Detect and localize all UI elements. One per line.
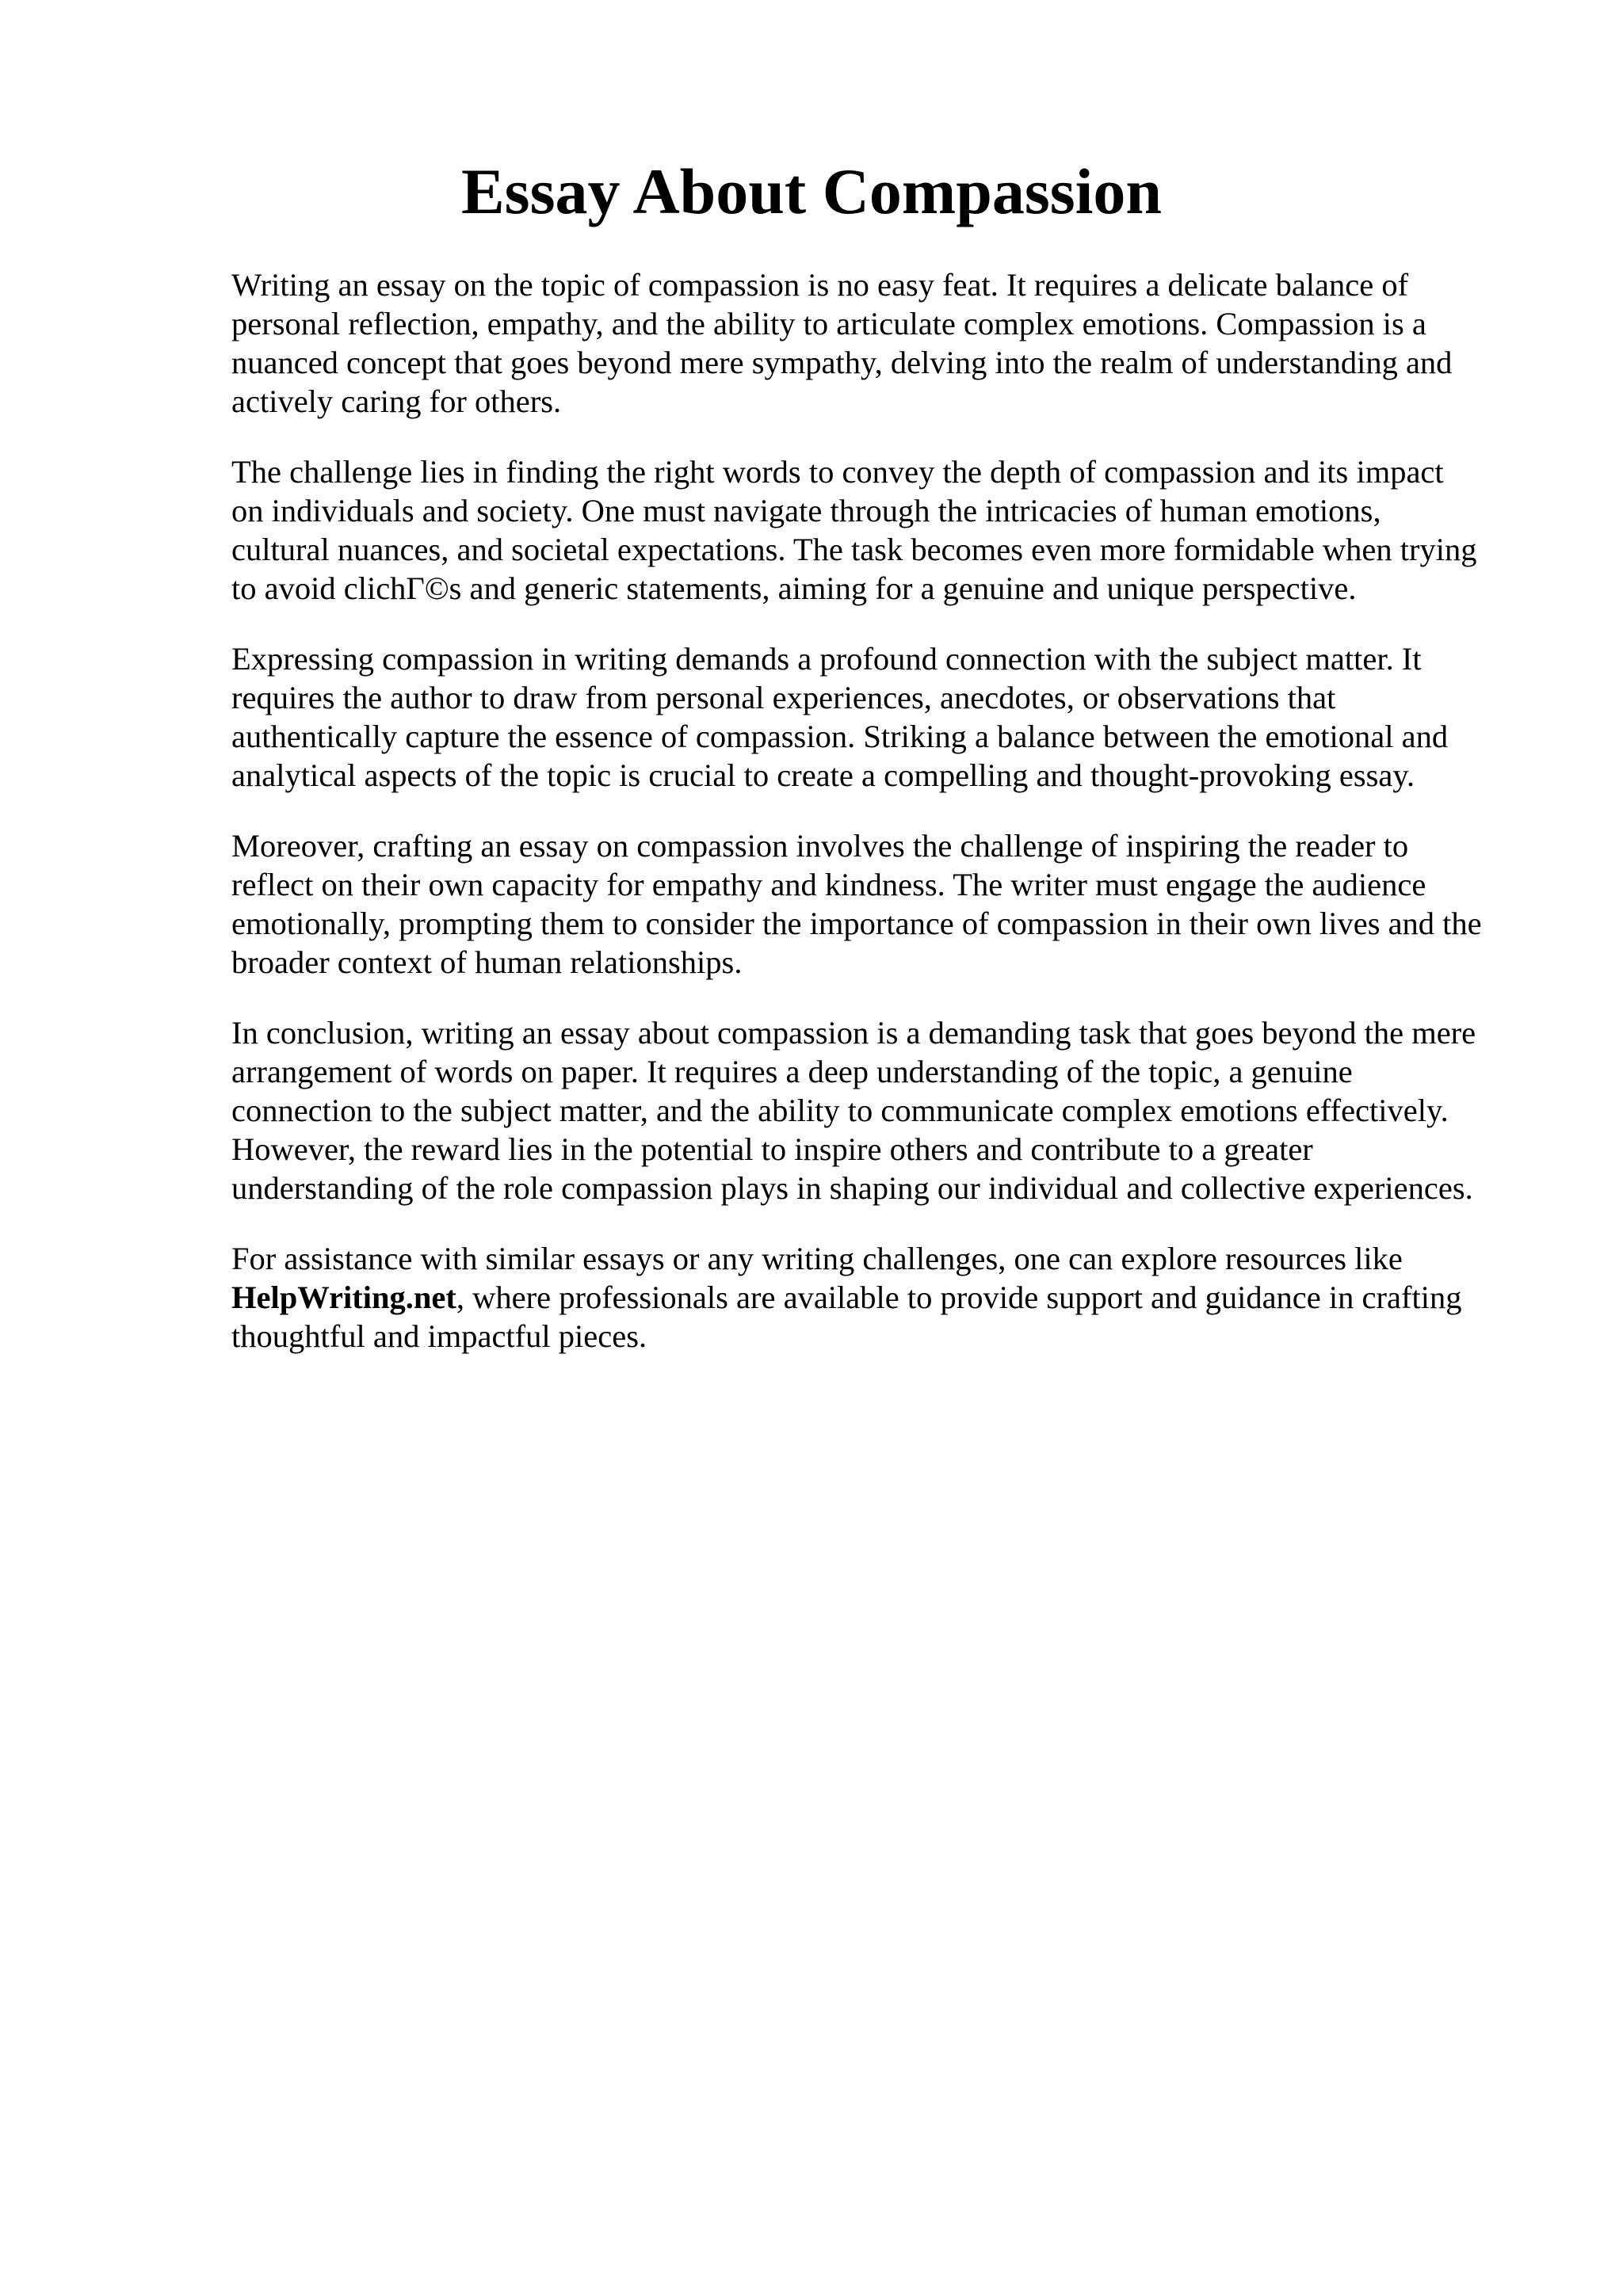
paragraph-2 — [231, 452, 1547, 608]
paragraph-line: personal reflection, empathy, and the ability to articulate complex emotions. Compassion is a — [231, 306, 1426, 341]
paragraph-line: requires the author to draw from personal experiences, anecdotes, or observations that — [231, 680, 1336, 715]
paragraph-line: Moreover, crafting an essay on compassion involves the challenge of inspiring the reader to — [231, 828, 1409, 864]
paragraph-line: For assistance with similar essays or any writing challenges, one can explore resources like — [231, 1241, 1403, 1276]
essay-title: Essay About Compassion — [460, 155, 1163, 227]
paragraph-line: Expressing compassion in writing demands a profound connection with the subject matter. It — [231, 641, 1422, 677]
paragraph-line: analytical aspects of the topic is crucial to create a compelling and thought-provoking essay. — [231, 757, 1415, 793]
paragraph-line — [231, 1278, 1547, 1317]
paragraph-line: to avoid clichΓ©s and generic statements, aiming for a genuine and unique perspective. — [231, 570, 1357, 606]
paragraph-line: broader context of human relationships. — [231, 944, 743, 980]
paragraph-5 — [231, 1013, 1547, 1207]
closing-paragraph — [231, 1239, 1547, 1356]
paragraph-line: connection to the subject matter, and the ability to communicate complex emotions effectively. — [231, 1093, 1449, 1128]
paragraph-line: nuanced concept that goes beyond mere sympathy, delving into the realm of understanding and — [231, 345, 1453, 380]
paragraph-4 — [231, 826, 1547, 982]
helpwriting-link-text: HelpWriting.net — [231, 1280, 456, 1315]
paragraph-line: authentically capture the essence of compassion. Striking a balance between the emotional and — [231, 719, 1449, 754]
paragraph-1 — [231, 265, 1547, 421]
paragraph-3 — [231, 639, 1547, 795]
paragraph-line: on individuals and society. One must navigate through the intricacies of human emotions, — [231, 493, 1381, 528]
closing-line-rest: , where professionals are available to provide support and guidance in crafting — [456, 1280, 1462, 1315]
paragraph-line: However, the reward lies in the potential to inspire others and contribute to a greater — [231, 1131, 1313, 1167]
paragraph-line: In conclusion, writing an essay about compassion is a demanding task that goes beyond the mere — [231, 1015, 1476, 1051]
paragraph-line: The challenge lies in finding the right words to convey the depth of compassion and its impact — [231, 454, 1444, 490]
paragraph-line: actively caring for others. — [231, 383, 562, 419]
paragraph-line: thoughtful and impactful pieces. — [231, 1318, 647, 1354]
essay-body — [231, 265, 1547, 1387]
paragraph-line: understanding of the role compassion plays in shaping our individual and collective experiences. — [231, 1170, 1473, 1206]
paragraph-line: reflect on their own capacity for empathy and kindness. The writer must engage the audience — [231, 867, 1426, 902]
paragraph-line: arrangement of words on paper. It requires a deep understanding of the topic, a genuine — [231, 1054, 1353, 1089]
paragraph-line: emotionally, prompting them to consider the importance of compassion in their own lives and the — [231, 906, 1482, 941]
paragraph-line: cultural nuances, and societal expectations. The task becomes even more formidable when trying — [231, 532, 1477, 567]
paragraph-line: Writing an essay on the topic of compassion is no easy feat. It requires a delicate balance of — [231, 267, 1409, 303]
